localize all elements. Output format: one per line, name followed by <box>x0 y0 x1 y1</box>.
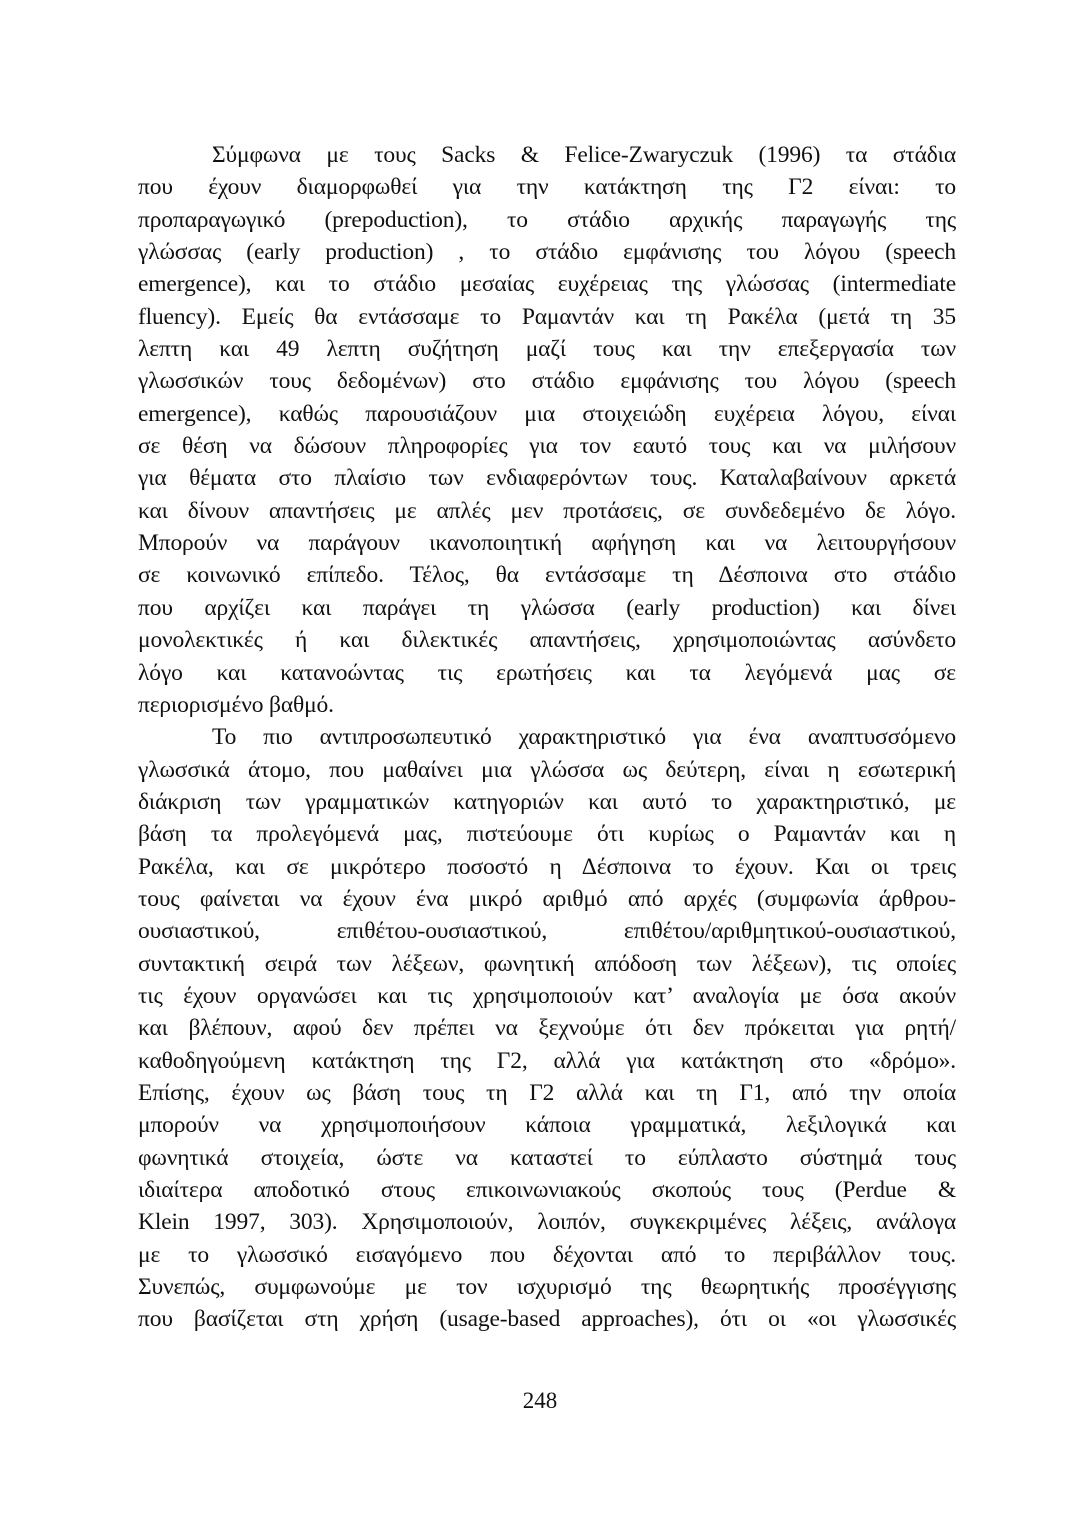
text-line: σε θέση να δώσουν πληροφορίες για τον εαυτό τους και να μιλήσουν <box>138 433 956 460</box>
text-line: που βασίζεται στη χρήση (usage-based approaches), ότι οι «οι γλωσσικές <box>138 1306 956 1333</box>
text-line: μονολεκτικές ή και διλεκτικές απαντήσεις, χρησιμοποιώντας ασύνδετο <box>138 627 956 654</box>
text-line: Σύμφωνα με τους Sacks & Felice-Zwaryczuk (1996) τα στάδια <box>212 142 956 168</box>
text-line: προπαραγωγικό (prepoduction), το στάδιο αρχικής παραγωγής της <box>138 206 956 233</box>
text-line: Μπορούν να παράγουν ικανοποιητική αφήγηση και να λειτουργήσουν <box>138 530 956 557</box>
text-line: που αρχίζει και παράγει τη γλώσσα (early production) και δίνει <box>138 594 956 621</box>
paragraph <box>138 721 956 1336</box>
text-line: Ρακέλα, και σε μικρότερο ποσοστό η Δέσποινα το έχουν. Και οι τρεις <box>138 853 956 880</box>
page-number: 248 <box>522 1388 558 1413</box>
text-line: φωνητικά στοιχεία, ώστε να καταστεί το εύπλαστο σύστημά τους <box>138 1144 956 1171</box>
text-line: και δίνουν απαντήσεις με απλές μεν προτάσεις, σε συνδεδεμένο δε λόγο. <box>138 497 956 524</box>
text-line: μπορούν να χρησιμοποιήσουν κάποια γραμματικά, λεξιλογικά και <box>138 1112 956 1139</box>
text-line: ουσιαστικού, επιθέτου-ουσιαστικού, επιθέτου/αριθμητικού-ουσιαστικού, <box>138 918 956 945</box>
text-line: Klein 1997, 303). Χρησιμοποιούν, λοιπόν, συγκεκριμένες λέξεις, ανάλογα <box>138 1209 956 1236</box>
text-line: με το γλωσσικό εισαγόμενο που δέχονται από το περιβάλλον τους. <box>138 1241 956 1268</box>
text-line: που έχουν διαμορφωθεί για την κατάκτηση της Γ2 είναι: το <box>138 174 956 201</box>
text-line: fluency). Εμείς θα εντάσσαμε το Ραμαντάν και τη Ρακέλα (μετά τη 35 <box>138 303 956 330</box>
text-line: για θέματα στο πλαίσιο των ενδιαφερόντων τους. Καταλαβαίνουν αρκετά <box>138 465 956 492</box>
text-line: και βλέπουν, αφού δεν πρέπει να ξεχνούμε ότι δεν πρόκειται για ρητή/ <box>138 1015 956 1042</box>
text-line: καθοδηγούμενη κατάκτηση της Γ2, αλλά για κατάκτηση στο «δρόμο». <box>138 1047 956 1074</box>
text-line: βάση τα προλεγόμενά μας, πιστεύουμε ότι κυρίως ο Ραμαντάν και η <box>138 821 956 848</box>
text-line: τις έχουν οργανώσει και τις χρησιμοποιούν κατ’ αναλογία με όσα ακούν <box>138 982 956 1009</box>
text-line: Συνεπώς, συμφωνούμε με τον ισχυρισμό της θεωρητικής προσέγγισης <box>138 1274 956 1301</box>
text-line: λεπτη και 49 λεπτη συζήτηση μαζί τους και την επεξεργασία των <box>138 336 956 363</box>
body-text <box>138 139 956 1336</box>
text-line: σε κοινωνικό επίπεδο. Τέλος, θα εντάσσαμε τη Δέσποινα στο στάδιο <box>138 562 956 589</box>
text-line: Επίσης, έχουν ως βάση τους τη Γ2 αλλά και τη Γ1, από την οποία <box>138 1079 956 1106</box>
text-line: περιορισμένο βαθμό. <box>138 691 334 718</box>
paragraph <box>138 139 956 721</box>
text-line: emergence), και το στάδιο μεσαίας ευχέρειας της γλώσσας (intermediate <box>138 271 956 298</box>
text-line: ιδιαίτερα αποδοτικό στους επικοινωνιακούς σκοπούς τους (Perdue & <box>138 1177 956 1203</box>
text-line: διάκριση των γραμματικών κατηγοριών και αυτό το χαρακτηριστικό, με <box>138 788 956 815</box>
text-line: τους φαίνεται να έχουν ένα μικρό αριθμό από αρχές (συμφωνία άρθρου- <box>138 885 956 912</box>
text-line: λόγο και κατανοώντας τις ερωτήσεις και τα λεγόμενά μας σε <box>138 659 956 686</box>
text-line: γλωσσικών τους δεδομένων) στο στάδιο εμφάνισης του λόγου (speech <box>138 368 956 395</box>
text-line: συντακτική σειρά των λέξεων, φωνητική απόδοση των λέξεων), τις οποίες <box>138 950 956 977</box>
text-line: γλώσσας (early production) , το στάδιο εμφάνισης του λόγου (speech <box>138 239 956 266</box>
text-line: Το πιο αντιπροσωπευτικό χαρακτηριστικό για ένα αναπτυσσόμενο <box>212 724 956 751</box>
text-line: emergence), καθώς παρουσιάζουν μια στοιχειώδη ευχέρεια λόγου, είναι <box>138 400 956 427</box>
text-line: γλωσσικά άτομο, που μαθαίνει μια γλώσσα ως δεύτερη, είναι η εσωτερική <box>138 756 956 783</box>
